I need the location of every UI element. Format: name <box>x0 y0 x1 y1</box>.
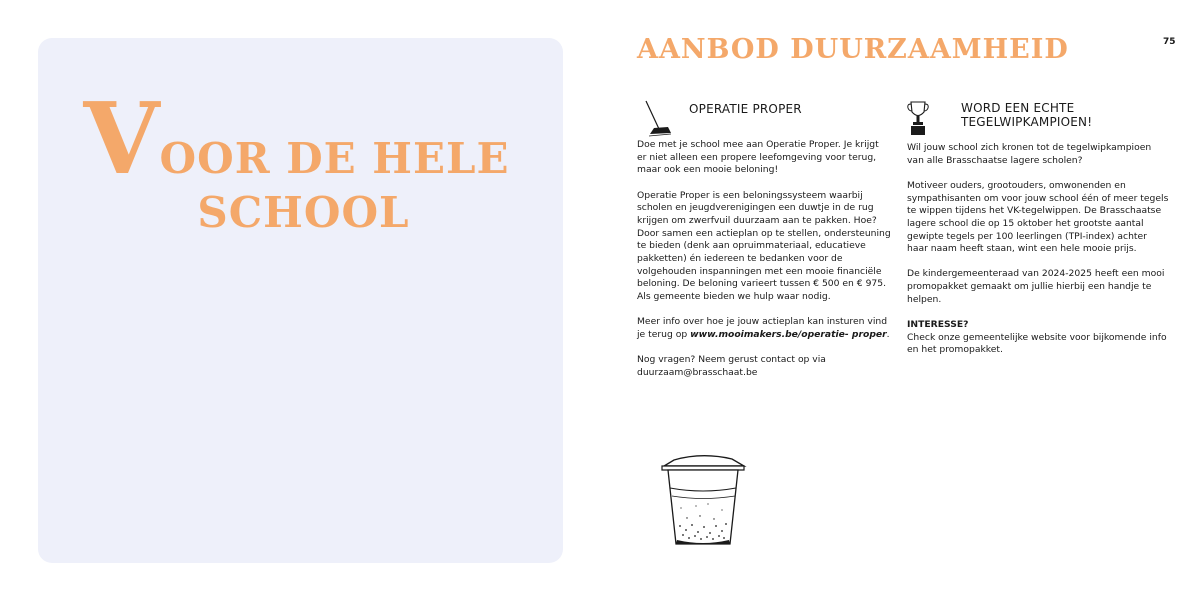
hero-line-2: SCHOOL <box>197 188 410 238</box>
hero-line-1-text: OOR DE HELE <box>159 134 510 184</box>
hero-heading <box>38 82 563 238</box>
operatie-paragraph-1: Doe met je school mee aan Operatie Proper. Je krijgt er niet alleen een propere leefomgeving voor terug, maar ook een mooie beloning! <box>637 139 879 176</box>
page-number: 75 <box>1163 37 1176 47</box>
bucket-icon <box>656 452 748 552</box>
tegelwip-header <box>907 100 1169 138</box>
tegelwip-heading <box>961 101 1092 129</box>
left-page-panel <box>38 38 563 563</box>
page-title: AANBOD DUURZAAMHEID <box>637 34 1069 65</box>
hero-line-1 <box>30 82 563 197</box>
trophy-icon <box>907 100 929 138</box>
interesse-text: Check onze gemeentelijke website voor bijkomende info en het promopakket. <box>907 331 1167 356</box>
tegelwip-paragraph-3: De kindergemeenteraad van 2024-2025 heeft een mooi promopakket gemaakt om jullie hierbij een handje te helpen. <box>907 268 1165 305</box>
tegelwip-section <box>907 100 1169 369</box>
interesse-block <box>907 319 1169 357</box>
operatie-paragraph-3 <box>637 316 891 341</box>
operatie-p3-text: Meer info over hoe je jouw actieplan kan insturen vind je terug op <box>637 316 888 340</box>
hero-drop-cap: V <box>83 82 158 197</box>
operatie-paragraph-2: Operatie Proper is een beloningssysteem waarbij scholen en jeugdverenigingen een duwtje in de rug krijgen om zwerfvuil duurzaam aan te pakken. Hoe? Door samen een actieplan op te stellen, ondersteuning te bieden (denk aan opruimmateriaal, educatieve pakketten) én iedereen te bedanken voor de volgehouden inspanningen met een mooie financiële beloning. De beloning varieert tussen € 500 en € 975. Als gemeente bieden we hulp waar nodig. <box>637 189 891 303</box>
tegelwip-paragraph-1: Wil jouw school zich kronen tot de tegelwipkampioen van alle Brasschaatse lagere scholen? <box>907 142 1152 166</box>
operatie-paragraph-4: Nog vragen? Neem gerust contact op via duurzaam@brasschaat.be <box>637 354 826 378</box>
broom-icon <box>637 100 673 138</box>
tegelwip-heading-line-1: WORD EEN ECHTE <box>961 101 1075 115</box>
mooimakers-link[interactable]: www.mooimakers.be/operatie- proper <box>690 328 887 340</box>
operatie-proper-header <box>637 100 891 138</box>
operatie-proper-section <box>637 100 891 392</box>
operatie-proper-heading: OPERATIE PROPER <box>689 102 802 116</box>
tegelwip-paragraph-2: Motiveer ouders, grootouders, omwonenden en sympathisanten om voor jouw school één of meer tegels te wippen tijdens het VK-tegelwippen. De Brasschaatse lagere school die op 15 oktober het grootste aantal gewipte tegels per 100 leerlingen (TPI-index) achter haar naam heeft staan, wint een hele mooie prijs. <box>907 179 1169 255</box>
tegelwip-heading-line-2: TEGELWIPKAMPIOEN! <box>961 115 1093 129</box>
operatie-p3-end: . <box>886 328 890 340</box>
interesse-label: INTERESSE? <box>907 318 969 330</box>
